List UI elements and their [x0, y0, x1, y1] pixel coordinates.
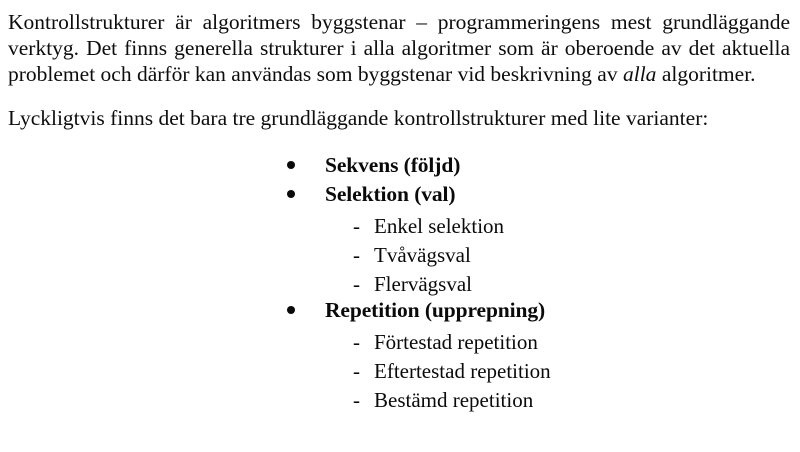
- intro-text-part-1: Kontrollstrukturer är algoritmers byggstenar – programmeringens mest grundläggande verktyg. Det finns generella strukturer i alla algoritmer som är oberoende av det aktuella problemet och därför kan användas som byggstenar vid beskrivning av: [8, 10, 790, 86]
- dash-icon: -: [353, 388, 360, 413]
- outline-item-level2: [8, 270, 790, 299]
- outline-item-level2: [8, 386, 790, 415]
- intro-paragraph: [8, 10, 790, 87]
- outline-item-level2: [8, 241, 790, 270]
- lead-in-paragraph: Lyckligtvis finns det bara tre grundläggande kontrollstrukturer med lite varianter:: [8, 106, 709, 131]
- outline-level2-label: Tvåvägsval: [374, 243, 471, 268]
- outline-sublist: [8, 328, 790, 415]
- outline-level2-label: Förtestad repetition: [374, 330, 538, 355]
- outline-level2-label: Eftertestad repetition: [374, 359, 551, 384]
- outline-item-level2: [8, 357, 790, 386]
- outline-level2-label: Flervägsval: [374, 272, 472, 297]
- dash-icon: -: [353, 330, 360, 355]
- bullet-icon: [287, 306, 295, 314]
- dash-icon: -: [353, 359, 360, 384]
- bullet-icon: [287, 190, 295, 198]
- outline-item-level2: [8, 328, 790, 357]
- outline-group: [8, 154, 790, 183]
- dash-icon: -: [353, 243, 360, 268]
- outline-level1-label: Repetition (upprepning): [325, 298, 546, 323]
- outline-group: [8, 183, 790, 299]
- outline-level1-label: Sekvens (följd): [325, 153, 461, 178]
- outline-group: [8, 299, 790, 415]
- intro-text-part-2: algoritmer.: [656, 61, 756, 86]
- outline-item-level1: [8, 154, 790, 183]
- dash-icon: -: [353, 272, 360, 297]
- outline-item-level1: [8, 183, 790, 212]
- outline-item-level1: [8, 299, 790, 328]
- intro-emphasis-alla: alla: [622, 61, 657, 86]
- bullet-icon: [287, 161, 295, 169]
- outline-level1-label: Selektion (val): [325, 182, 456, 207]
- outline-item-level2: [8, 212, 790, 241]
- control-structures-outline: [8, 154, 790, 415]
- outline-level2-label: Enkel selektion: [374, 214, 505, 239]
- outline-level2-label: Bestämd repetition: [374, 388, 534, 413]
- outline-sublist: [8, 212, 790, 299]
- dash-icon: -: [353, 214, 360, 239]
